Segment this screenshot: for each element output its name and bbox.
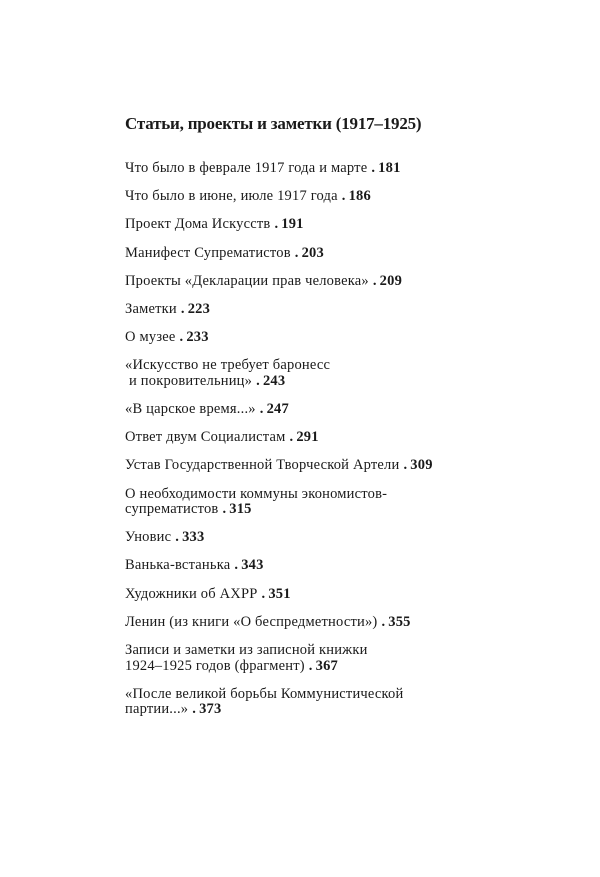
toc-entries [125,161,465,718]
entry-title-line [125,430,465,446]
page-separator-dot: . [179,329,184,346]
toc-entry[interactable] [125,487,465,518]
page-number: 333 [182,529,205,546]
page-separator-dot: . [403,457,408,474]
entry-title-text: Ванька-встанька [125,557,231,574]
entry-title-line [125,702,465,718]
page-number: 343 [241,557,264,574]
entry-title-line [125,530,465,546]
page-number: 203 [301,244,324,261]
toc-entry[interactable] [125,687,465,718]
entry-title-text: Проекты «Декларации прав человека» [125,272,369,289]
page-separator-dot: . [381,613,386,630]
entry-title-text: Манифест Супрематистов [125,244,291,261]
page-separator-dot: . [222,501,227,518]
entry-title-text: супрематистов [125,501,219,518]
toc-entry[interactable] [125,217,465,233]
page-separator-dot: . [294,244,299,261]
page-number: 191 [281,216,304,233]
page-number: 355 [388,613,411,630]
toc-entry[interactable] [125,458,465,474]
page-separator-dot: . [261,585,266,602]
entry-title-line [125,502,465,518]
entry-title-text: Заметки [125,300,177,317]
page-number: 209 [379,272,403,289]
entry-title-line [125,587,465,603]
section-title: Статьи, проекты и заметки (1917–1925) [125,114,422,133]
toc-entry[interactable] [125,615,465,631]
entry-title-line: «После великой борьбы Коммунистической [125,685,404,702]
page-number: 291 [296,429,319,446]
toc-entry[interactable] [125,358,465,389]
entry-title-text: Что было в феврале 1917 года и марте [125,160,368,176]
page-separator-dot: . [180,300,185,317]
toc-entry[interactable] [125,530,465,546]
entry-title-line [125,615,465,631]
toc-entry[interactable] [125,643,465,674]
page-number: 309 [410,457,433,474]
entry-title-text: Ленин (из книги «О беспредметности») [125,613,378,630]
entry-title-line [125,330,465,346]
entry-title-line [125,374,465,390]
page-separator-dot: . [175,529,180,546]
entry-title-text: Уновис [125,529,172,546]
entry-title-text: партии...» [125,701,189,718]
toc-entry[interactable] [125,430,465,446]
entry-title-text: и покровительниц» [129,372,253,389]
page-separator-dot: . [259,401,264,417]
entry-title-line: Записи и заметки из записной книжки [125,642,368,658]
page-separator-dot: . [341,188,346,205]
entry-title-line [125,217,465,233]
page-number: 186 [348,188,371,205]
entry-title-text: «В царское время...» [125,401,256,417]
entry-title-text: Проект Дома Искусств [125,216,271,233]
entry-title-line [125,246,465,262]
toc-entry[interactable] [125,274,465,290]
page-separator-dot: . [289,429,294,446]
page-number: 351 [268,585,291,602]
page-separator-dot: . [371,160,376,176]
entry-title-line [125,558,465,574]
page-number: 367 [315,657,338,674]
page-number: 243 [262,372,286,389]
entry-title-line [125,402,465,418]
entry-title-line [125,659,465,675]
page-number: 223 [187,300,211,317]
entry-title-text: Устав Государственной Творческой Артели [125,457,400,474]
page-separator-dot: . [274,216,279,233]
page-number: 233 [186,329,209,346]
entry-title-text: 1924–1925 годов (фрагмент) [125,657,305,674]
page-separator-dot: . [192,701,197,718]
entry-title-text: О музее [125,329,176,346]
toc-entry[interactable] [125,402,465,418]
entry-title-line: «Искусство не требует баронесс [125,357,331,374]
entry-title-text: Что было в июне, июле 1917 года [125,188,338,205]
page-separator-dot: . [308,657,313,674]
entry-title-text: Художники об АХРР [125,585,258,602]
page-separator-dot: . [256,372,260,389]
page-separator-dot: . [234,557,239,574]
entry-title-line [125,189,465,205]
page-number: 315 [229,501,252,518]
entry-title-line [125,458,465,474]
toc-entry[interactable] [125,330,465,346]
toc-entry[interactable] [125,161,465,177]
page-number: 373 [199,701,222,718]
entry-title-line [125,274,465,290]
toc-entry[interactable] [125,587,465,603]
toc-entry[interactable] [125,189,465,205]
entry-title-line: О необходимости коммуны экономистов- [125,485,388,502]
entry-title-text: Ответ двум Социалистам [125,429,286,446]
page-separator-dot: . [372,272,377,289]
table-of-contents [125,113,465,730]
page-number: 247 [266,401,289,417]
toc-entry[interactable] [125,302,465,318]
entry-title-line [125,302,465,318]
page-number: 181 [378,160,401,176]
toc-entry[interactable] [125,558,465,574]
toc-entry[interactable] [125,246,465,262]
entry-title-line [125,161,465,177]
